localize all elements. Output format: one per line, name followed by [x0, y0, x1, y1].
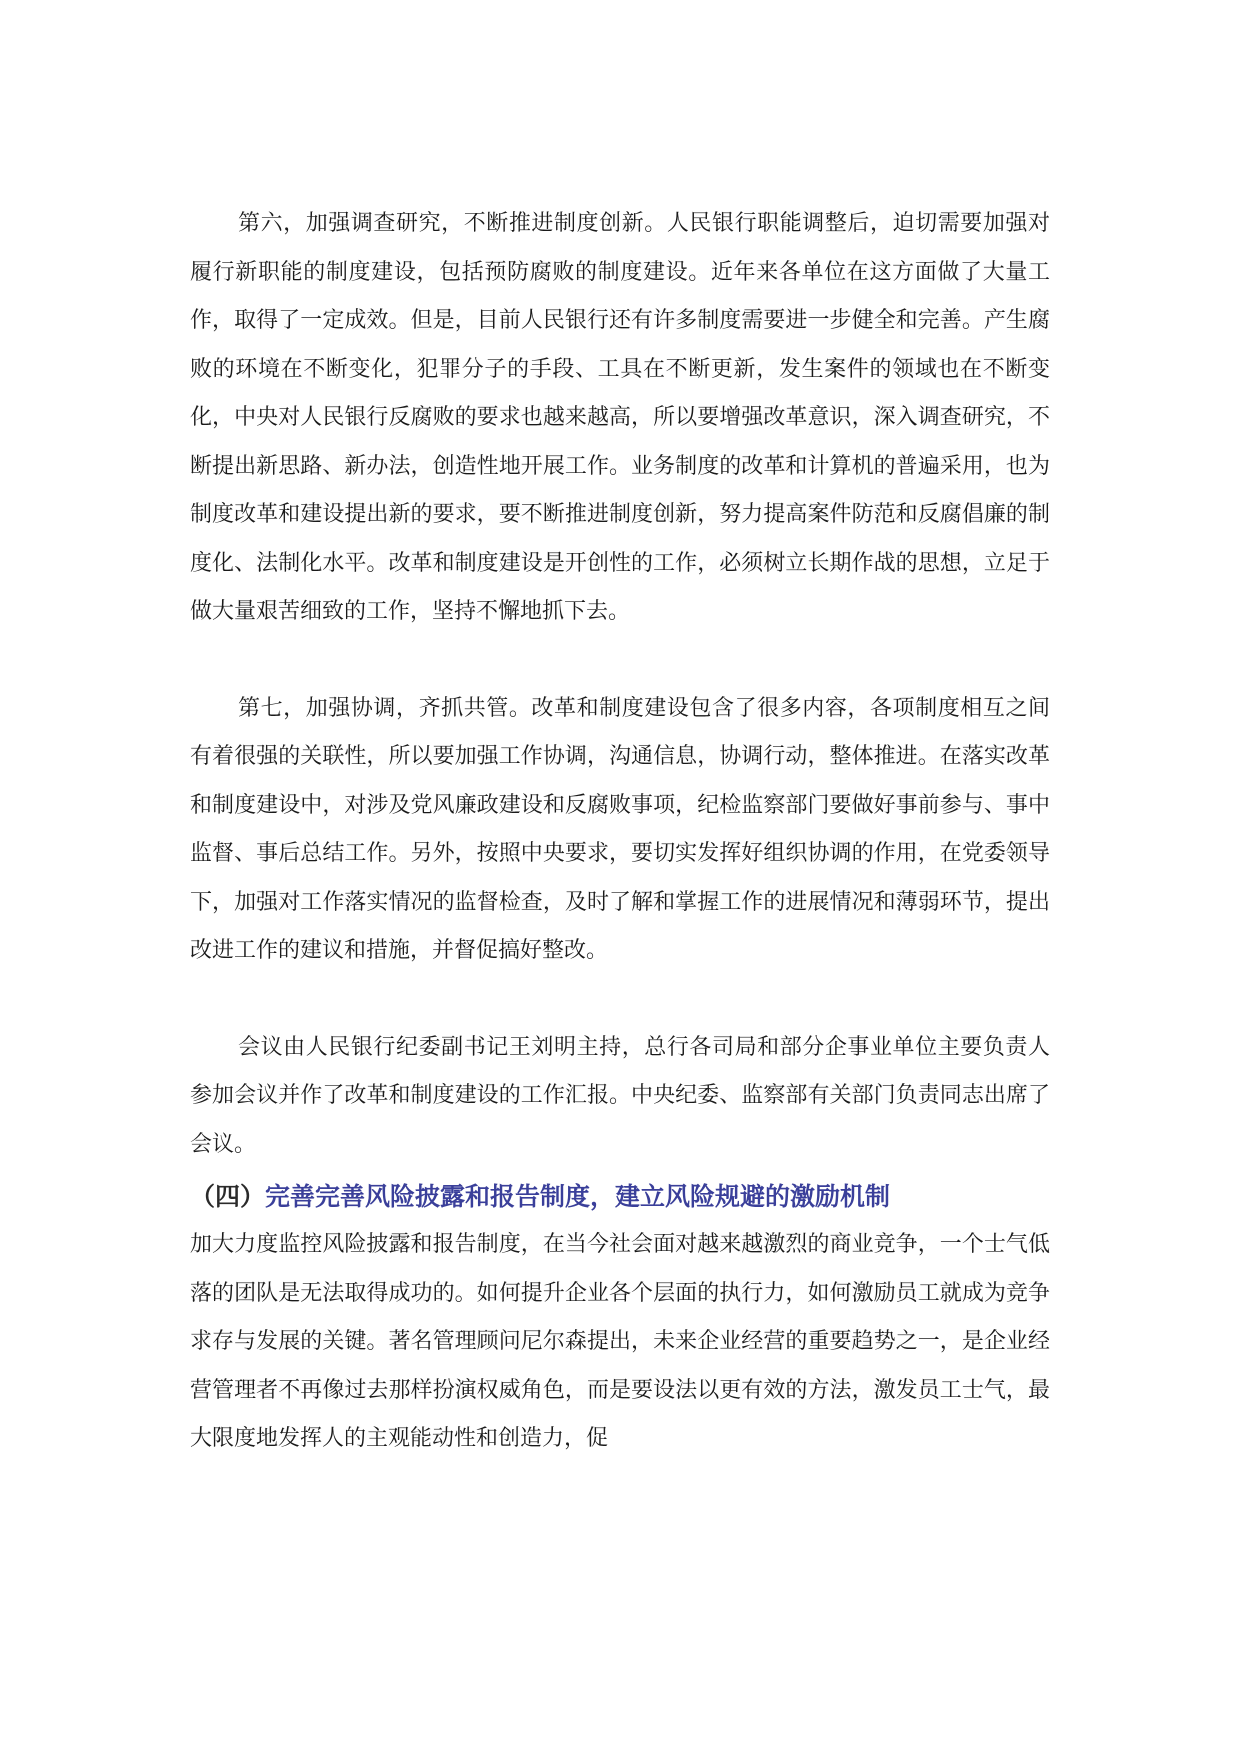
section-number: （四）: [190, 1182, 266, 1211]
paragraph-seventh: 第七，加强协调，齐抓共管。改革和制度建设包含了很多内容，各项制度相互之间有着很强的关联性，所以要加强工作协调，沟通信息，协调行动，整体推进。在落实改革和制度建设中，对涉及党风廉政建设和反腐败事项，纪检监察部门要做好事前参与、事中监督、事后总结工作。另外，按照中央要求，要切实发挥好组织协调的作用，在党委领导下，加强对工作落实情况的监督检查，及时了解和掌握工作的进展情况和薄弱环节，提出改进工作的建议和措施，并督促搞好整改。: [190, 695, 1050, 963]
paragraph-sixth: 第六，加强调查研究，不断推进制度创新。人民银行职能调整后，迫切需要加强对履行新职能的制度建设，包括预防腐败的制度建设。近年来各单位在这方面做了大量工作，取得了一定成效。但是，目前人民银行还有许多制度需要进一步健全和完善。产生腐败的环境在不断变化，犯罪分子的手段、工具在不断更新，发生案件的领域也在不断变化，中央对人民银行反腐败的要求也越来越高，所以要增强改革意识，深入调查研究，不断提出新思路、新办法，创造性地开展工作。业务制度的改革和计算机的普遍采用，也为制度改革和建设提出新的要求，要不断推进制度创新，努力提高案件防范和反腐倡廉的制度化、法制化水平。改革和制度建设是开创性的工作，必须树立长期作战的思想，立足于做大量艰苦细致的工作，坚持不懈地抓下去。: [190, 211, 1050, 624]
document-body: [190, 200, 1050, 1464]
section-title: 完善完善风险披露和报告制度，建立风险规避的激励机制: [265, 1182, 891, 1211]
paragraph-meeting: 会议由人民银行纪委副书记王刘明主持，总行各司局和部分企事业单位主要负责人参加会议并作了改革和制度建设的工作汇报。中央纪委、监察部有关部门负责同志出席了会议。: [190, 1034, 1050, 1157]
paragraph-spacer: [190, 637, 1050, 685]
section-body: 加大力度监控风险披露和报告制度，在当今社会面对越来越激烈的商业竞争，一个士气低落的团队是无法取得成功的。如何提升企业各个层面的执行力，如何激励员工就成为竞争求存与发展的关键。著名管理顾问尼尔森提出，未来企业经营的重要趋势之一，是企业经营管理者不再像过去那样扮演权威角色，而是要设法以更有效的方法，激发员工士气，最大限度地发挥人的主观能动性和创造力，促: [190, 1232, 1050, 1451]
section-heading: [190, 1173, 1050, 1221]
paragraph-spacer: [190, 976, 1050, 1024]
